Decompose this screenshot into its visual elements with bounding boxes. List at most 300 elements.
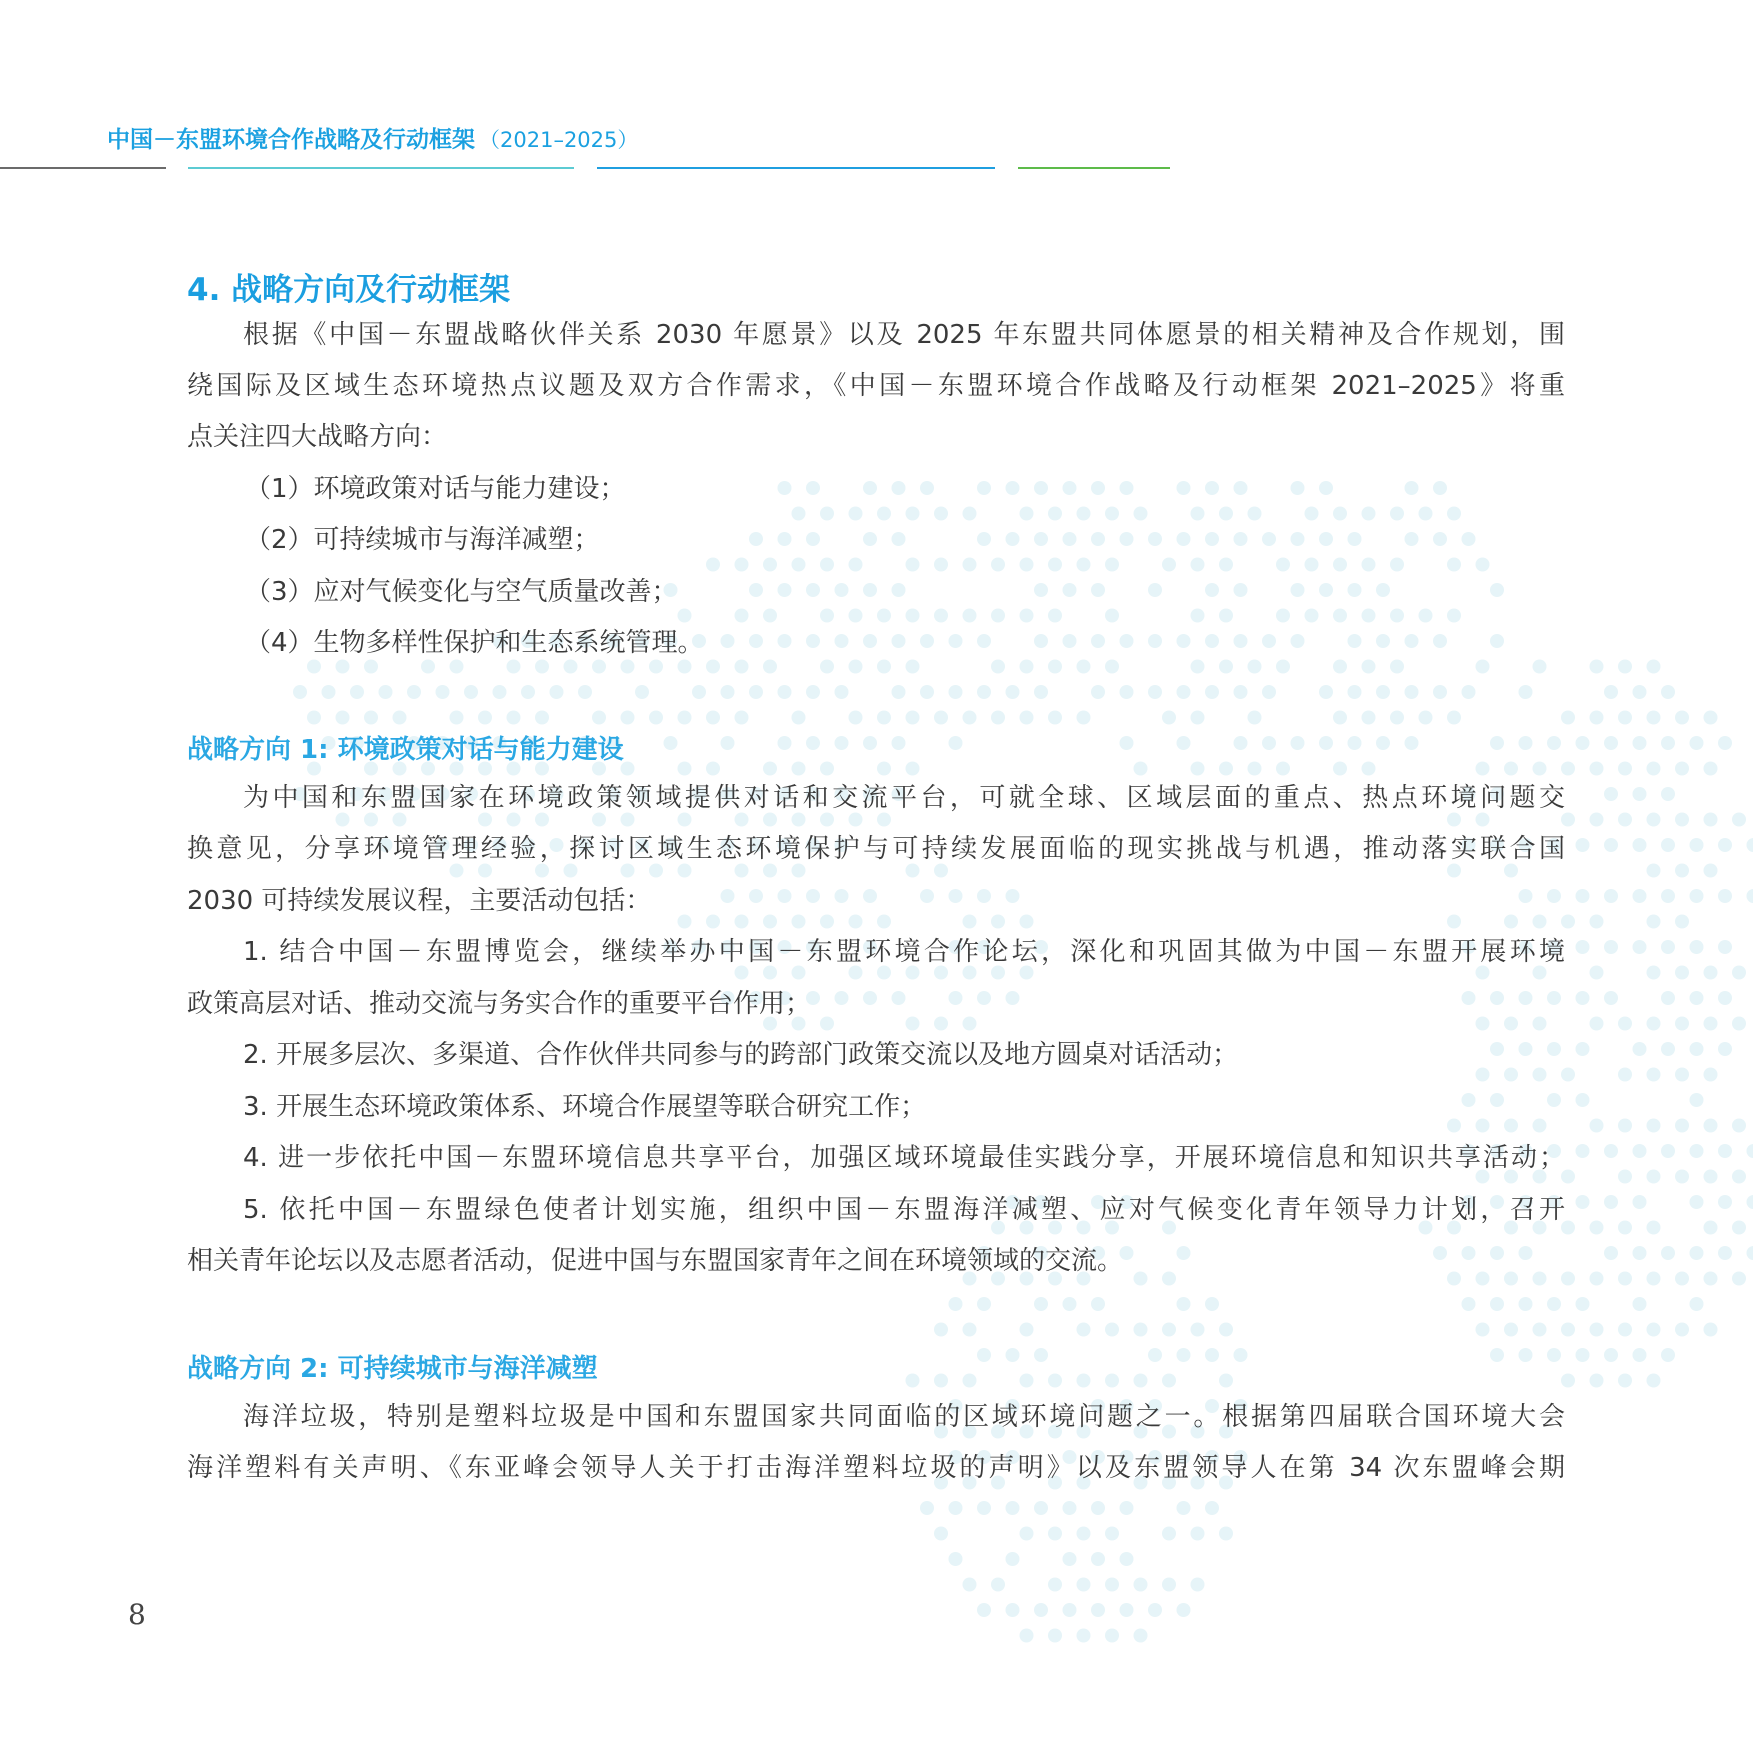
- background-dot: [1718, 1042, 1732, 1056]
- background-dot: [1006, 481, 1020, 495]
- background-dot: [820, 660, 834, 674]
- background-dot: [1704, 1221, 1718, 1235]
- background-dot: [1690, 1144, 1704, 1158]
- background-dot: [1234, 583, 1248, 597]
- background-dot: [1618, 762, 1632, 776]
- background-dot: [464, 685, 478, 699]
- background-dot: [877, 609, 891, 623]
- background-dot: [1647, 1221, 1661, 1235]
- background-dot: [1447, 558, 1461, 572]
- background-dot: [820, 609, 834, 623]
- background-dot: [735, 558, 749, 572]
- direction2-title: 战略方向 2: 可持续城市与海洋减塑: [187, 1354, 598, 1384]
- background-dot: [1120, 736, 1134, 750]
- background-dot: [535, 711, 549, 725]
- background-dot: [735, 660, 749, 674]
- background-dot: [1234, 532, 1248, 546]
- background-dot: [1576, 1144, 1590, 1158]
- background-dot: [1704, 1170, 1718, 1184]
- header-rule-gray: [0, 167, 166, 169]
- background-dot: [1604, 1195, 1618, 1209]
- background-dot: [1091, 1297, 1105, 1311]
- background-dot: [1561, 1374, 1575, 1388]
- background-dot: [1647, 1170, 1661, 1184]
- background-dot: [1333, 711, 1347, 725]
- background-dot: [1647, 660, 1661, 674]
- background-dot: [1704, 966, 1718, 980]
- background-dot: [1219, 1527, 1233, 1541]
- background-dot: [1447, 609, 1461, 623]
- background-dot: [1704, 1272, 1718, 1286]
- background-dot: [1675, 1272, 1689, 1286]
- background-dot: [1675, 864, 1689, 878]
- background-dot: [1590, 1323, 1604, 1337]
- background-dot: [778, 736, 792, 750]
- background-dot: [1048, 1374, 1062, 1388]
- background-dot: [949, 1552, 963, 1566]
- header-rule-blue: [597, 167, 995, 169]
- background-dot: [1020, 1374, 1034, 1388]
- background-dot: [1162, 1374, 1176, 1388]
- background-dot: [877, 660, 891, 674]
- background-dot: [1604, 1144, 1618, 1158]
- background-dot: [1020, 558, 1034, 572]
- background-dot: [863, 532, 877, 546]
- background-dot: [1276, 558, 1290, 572]
- background-dot: [307, 711, 321, 725]
- background-dot: [1177, 1603, 1191, 1617]
- background-dot: [1006, 685, 1020, 699]
- background-dot: [1319, 685, 1333, 699]
- background-dot: [1077, 1578, 1091, 1592]
- background-dot: [934, 1374, 948, 1388]
- background-dot: [1732, 1221, 1746, 1235]
- background-dot: [920, 481, 934, 495]
- background-dot: [1704, 813, 1718, 827]
- background-dot: [1048, 660, 1062, 674]
- background-dot: [778, 481, 792, 495]
- background-dot: [934, 1527, 948, 1541]
- background-dot: [1148, 685, 1162, 699]
- background-dot: [1105, 660, 1119, 674]
- background-dot: [963, 711, 977, 725]
- background-dot: [1661, 736, 1675, 750]
- background-dot: [1519, 1348, 1533, 1362]
- background-dot: [1248, 507, 1262, 521]
- background-dot: [806, 685, 820, 699]
- background-dot: [1319, 736, 1333, 750]
- background-dot: [1020, 660, 1034, 674]
- background-dot: [1319, 583, 1333, 597]
- background-dot: [906, 507, 920, 521]
- background-dot: [1205, 634, 1219, 648]
- background-dot: [1647, 1374, 1661, 1388]
- background-dot: [778, 685, 792, 699]
- background-dot: [1191, 558, 1205, 572]
- background-dot: [1162, 558, 1176, 572]
- background-dot: [1533, 660, 1547, 674]
- background-dot: [1476, 660, 1490, 674]
- background-dot: [1618, 1170, 1632, 1184]
- running-header: [107, 121, 638, 154]
- background-dot: [1091, 685, 1105, 699]
- background-dot: [963, 558, 977, 572]
- background-dot: [1219, 762, 1233, 776]
- background-dot: [934, 711, 948, 725]
- background-dot: [1718, 940, 1732, 954]
- background-dot: [450, 711, 464, 725]
- background-dot: [1661, 685, 1675, 699]
- background-dot: [1419, 711, 1433, 725]
- background-dot: [1148, 532, 1162, 546]
- background-dot: [1590, 1221, 1604, 1235]
- background-dot: [863, 634, 877, 648]
- background-dot: [1319, 532, 1333, 546]
- background-dot: [749, 532, 763, 546]
- background-dot: [1205, 583, 1219, 597]
- background-dot: [1020, 1323, 1034, 1337]
- background-dot: [934, 558, 948, 572]
- background-dot: [1105, 1578, 1119, 1592]
- background-dot: [1633, 1348, 1647, 1362]
- background-dot: [849, 507, 863, 521]
- background-dot: [920, 634, 934, 648]
- activity-line: 相关青年论坛以及志愿者活动，促进中国与东盟国家青年之间在环境领域的交流。: [187, 1246, 1124, 1276]
- background-dot: [1362, 660, 1376, 674]
- background-dot: [1006, 1348, 1020, 1362]
- background-dot: [1405, 736, 1419, 750]
- background-dot: [906, 609, 920, 623]
- background-dot: [949, 736, 963, 750]
- background-dot: [806, 481, 820, 495]
- background-dot: [1291, 481, 1305, 495]
- background-dot: [1633, 1246, 1647, 1260]
- background-dot: [1191, 1323, 1205, 1337]
- paragraph-line: 为中国和东盟国家在环境政策领域提供对话和交流平台，可就全球、区域层面的重点、热点环境问题交: [243, 783, 1565, 813]
- background-dot: [1405, 634, 1419, 648]
- background-dot: [849, 558, 863, 572]
- background-dot: [835, 736, 849, 750]
- background-dot: [1191, 762, 1205, 776]
- background-dot: [1690, 1246, 1704, 1260]
- background-dot: [1177, 481, 1191, 495]
- background-dot: [1675, 1323, 1689, 1337]
- background-dot: [1134, 1578, 1148, 1592]
- background-dot: [977, 532, 991, 546]
- background-dot: [949, 1501, 963, 1515]
- background-dot: [1490, 634, 1504, 648]
- background-dot: [949, 685, 963, 699]
- background-dot: [1675, 1119, 1689, 1133]
- background-dot: [1618, 1374, 1632, 1388]
- background-dot: [1618, 1068, 1632, 1082]
- background-dot: [1105, 609, 1119, 623]
- background-dot: [1675, 966, 1689, 980]
- background-dot: [863, 583, 877, 597]
- background-dot: [1732, 1119, 1746, 1133]
- background-dot: [1732, 1272, 1746, 1286]
- background-dot: [1576, 1195, 1590, 1209]
- background-dot: [920, 685, 934, 699]
- background-dot: [1675, 915, 1689, 929]
- background-dot: [1348, 583, 1362, 597]
- background-dot: [1633, 736, 1647, 750]
- background-dot: [806, 736, 820, 750]
- background-dot: [906, 1374, 920, 1388]
- background-dot: [379, 685, 393, 699]
- background-dot: [1148, 634, 1162, 648]
- background-dot: [1604, 889, 1618, 903]
- background-dot: [977, 481, 991, 495]
- background-dot: [1590, 660, 1604, 674]
- background-dot: [1191, 660, 1205, 674]
- background-dot: [1547, 1348, 1561, 1362]
- background-dot: [949, 1297, 963, 1311]
- background-dot: [1604, 991, 1618, 1005]
- background-dot: [1063, 1552, 1077, 1566]
- background-dot: [1590, 1017, 1604, 1031]
- background-dot: [1105, 1527, 1119, 1541]
- background-dot: [1547, 1297, 1561, 1311]
- background-dot: [1405, 685, 1419, 699]
- background-dot: [792, 558, 806, 572]
- background-dot: [1690, 1297, 1704, 1311]
- background-dot: [364, 660, 378, 674]
- background-dot: [877, 711, 891, 725]
- background-dot: [1675, 1068, 1689, 1082]
- background-dot: [1134, 507, 1148, 521]
- intro-line: 点关注四大战略方向：: [187, 422, 448, 452]
- background-dot: [1077, 1374, 1091, 1388]
- background-dot: [706, 660, 720, 674]
- background-dot: [1034, 1501, 1048, 1515]
- background-dot: [621, 711, 635, 725]
- background-dot: [578, 685, 592, 699]
- background-dot: [1633, 838, 1647, 852]
- background-dot: [963, 1578, 977, 1592]
- background-dot: [1219, 558, 1233, 572]
- background-dot: [892, 634, 906, 648]
- background-dot: [1219, 507, 1233, 521]
- background-dot: [763, 609, 777, 623]
- background-dot: [1205, 532, 1219, 546]
- background-dot: [763, 660, 777, 674]
- background-dot: [1205, 481, 1219, 495]
- background-dot: [806, 634, 820, 648]
- background-dot: [1319, 481, 1333, 495]
- background-dot: [1661, 940, 1675, 954]
- background-dot: [1120, 532, 1134, 546]
- background-dot: [963, 609, 977, 623]
- background-dot: [1576, 838, 1590, 852]
- background-dot: [1618, 1323, 1632, 1337]
- background-dot: [1419, 609, 1433, 623]
- background-dot: [735, 711, 749, 725]
- background-dot: [1519, 685, 1533, 699]
- background-dot: [1077, 1323, 1091, 1337]
- background-dot: [1234, 481, 1248, 495]
- background-dot: [621, 660, 635, 674]
- background-dot: [1633, 1042, 1647, 1056]
- background-dot: [1576, 1093, 1590, 1107]
- background-dot: [1305, 609, 1319, 623]
- background-dot: [1234, 1348, 1248, 1362]
- background-dot: [1105, 1629, 1119, 1643]
- background-dot: [1433, 685, 1447, 699]
- background-dot: [1305, 558, 1319, 572]
- background-dot: [1120, 685, 1134, 699]
- background-dot: [1576, 991, 1590, 1005]
- background-dot: [1205, 1501, 1219, 1515]
- background-dot: [635, 685, 649, 699]
- background-dot: [1376, 736, 1390, 750]
- intro-line: 绕国际及区域生态环境热点议题及双方合作需求，《中国－东盟环境合作战略及行动框架 2021–2025》将重: [187, 371, 1565, 401]
- background-dot: [1419, 507, 1433, 521]
- background-dot: [806, 583, 820, 597]
- background-dot: [849, 660, 863, 674]
- paragraph-line: 换意见，分享环境管理经验，探讨区域生态环境保护与可持续发展面临的现实挑战与机遇，推动落实联合国: [187, 834, 1565, 864]
- background-dot: [1490, 1348, 1504, 1362]
- background-dot: [1747, 838, 1753, 852]
- background-dot: [1519, 1297, 1533, 1311]
- background-dot: [1647, 1017, 1661, 1031]
- background-dot: [1291, 634, 1305, 648]
- background-dot: [1134, 1629, 1148, 1643]
- background-dot: [806, 532, 820, 546]
- background-dot: [835, 634, 849, 648]
- paragraph-line: 2030 可持续发展议程，主要活动包括：: [187, 886, 652, 916]
- background-dot: [1063, 1603, 1077, 1617]
- background-dot: [1248, 660, 1262, 674]
- background-dot: [1633, 889, 1647, 903]
- background-dot: [1604, 1246, 1618, 1260]
- background-dot: [1362, 609, 1376, 623]
- background-dot: [1134, 1374, 1148, 1388]
- background-dot: [1376, 634, 1390, 648]
- background-dot: [778, 532, 792, 546]
- background-dot: [863, 736, 877, 750]
- background-dot: [1034, 532, 1048, 546]
- background-dot: [1561, 1323, 1575, 1337]
- background-dot: [1604, 940, 1618, 954]
- background-dot: [1661, 1348, 1675, 1362]
- background-dot: [1091, 634, 1105, 648]
- background-dot: [1718, 991, 1732, 1005]
- background-dot: [1120, 481, 1134, 495]
- background-dot: [1219, 609, 1233, 623]
- background-dot: [1162, 1578, 1176, 1592]
- background-dot: [1091, 1501, 1105, 1515]
- background-dot: [1248, 711, 1262, 725]
- background-dot: [991, 609, 1005, 623]
- background-dot: [1077, 1629, 1091, 1643]
- background-dot: [1048, 558, 1062, 572]
- background-dot: [1105, 558, 1119, 572]
- background-dot: [1462, 532, 1476, 546]
- background-dot: [1647, 1119, 1661, 1133]
- background-dot: [991, 711, 1005, 725]
- background-dot: [1718, 1144, 1732, 1158]
- background-dot: [1690, 1042, 1704, 1056]
- background-dot: [820, 762, 834, 776]
- background-dot: [1020, 507, 1034, 521]
- background-dot: [1390, 711, 1404, 725]
- background-dot: [1647, 915, 1661, 929]
- background-dot: [977, 634, 991, 648]
- background-dot: [1205, 1297, 1219, 1311]
- background-dot: [507, 711, 521, 725]
- background-dot: [1476, 558, 1490, 572]
- background-dot: [1618, 1119, 1632, 1133]
- background-dot: [1091, 1552, 1105, 1566]
- background-dot: [1690, 736, 1704, 750]
- background-dot: [307, 660, 321, 674]
- background-dot: [1077, 558, 1091, 572]
- background-dot: [1462, 1297, 1476, 1311]
- background-dot: [678, 762, 692, 776]
- background-dot: [1647, 762, 1661, 776]
- background-dot: [1020, 711, 1034, 725]
- background-dot: [1333, 558, 1347, 572]
- background-dot: [1120, 1552, 1134, 1566]
- background-dot: [1191, 711, 1205, 725]
- background-dot: [963, 1374, 977, 1388]
- background-dot: [1191, 507, 1205, 521]
- page-number: 8: [128, 1598, 146, 1631]
- background-dot: [1006, 1603, 1020, 1617]
- background-dot: [1447, 711, 1461, 725]
- background-dot: [1690, 838, 1704, 852]
- background-dot: [1177, 532, 1191, 546]
- background-dot: [1476, 762, 1490, 776]
- background-dot: [1533, 762, 1547, 776]
- background-dot: [678, 711, 692, 725]
- background-dot: [1604, 787, 1618, 801]
- background-dot: [1604, 1348, 1618, 1362]
- direction1-title: 战略方向 1: 环境政策对话与能力建设: [187, 735, 624, 765]
- background-dot: [1291, 532, 1305, 546]
- background-dot: [977, 685, 991, 699]
- background-dot: [1034, 1603, 1048, 1617]
- background-dot: [1533, 1323, 1547, 1337]
- background-dot: [1718, 838, 1732, 852]
- background-dot: [336, 711, 350, 725]
- background-dot: [507, 660, 521, 674]
- background-dot: [1747, 1144, 1753, 1158]
- background-dot: [1276, 762, 1290, 776]
- background-dot: [1633, 1195, 1647, 1209]
- background-dot: [1105, 1323, 1119, 1337]
- background-dot: [1618, 813, 1632, 827]
- background-dot: [1504, 1323, 1518, 1337]
- background-dot: [1120, 1603, 1134, 1617]
- background-dot: [706, 558, 720, 572]
- background-dot: [1348, 736, 1362, 750]
- background-dot: [721, 736, 735, 750]
- background-dot: [1590, 762, 1604, 776]
- background-dot: [1590, 966, 1604, 980]
- background-dot: [1732, 1017, 1746, 1031]
- background-dot: [1704, 711, 1718, 725]
- background-dot: [835, 685, 849, 699]
- activity-line: 5. 依托中国－东盟绿色使者计划实施，组织中国－东盟海洋减塑、应对气候变化青年领导力计划，召开: [243, 1195, 1565, 1225]
- background-dot: [1561, 711, 1575, 725]
- background-dot: [1661, 838, 1675, 852]
- background-dot: [1704, 1017, 1718, 1031]
- header-title: 中国－东盟环境合作战略及行动框架: [107, 127, 475, 153]
- background-dot: [1063, 532, 1077, 546]
- background-dot: [336, 660, 350, 674]
